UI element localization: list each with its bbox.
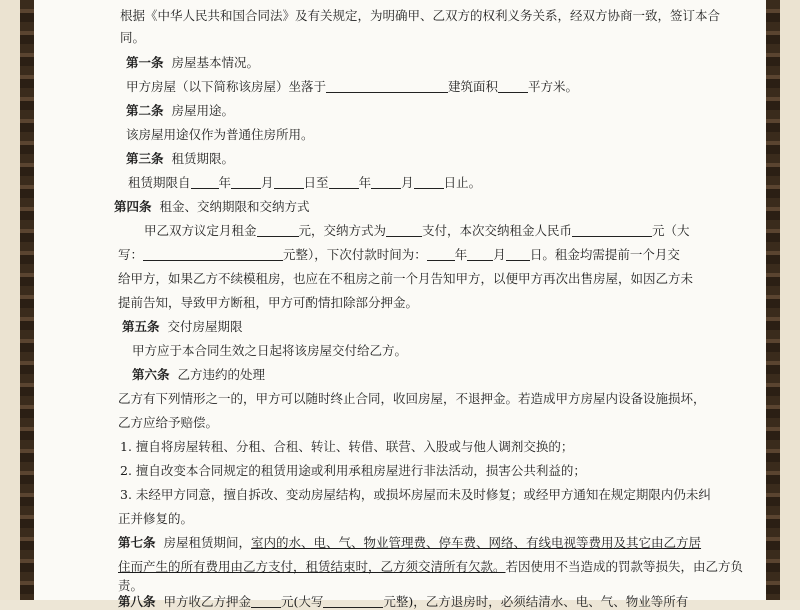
article-1-heading: 第一条 房屋基本情况。 bbox=[126, 55, 260, 70]
blank-field bbox=[427, 248, 455, 261]
article-7-line-2: 住而产生的所有费用由乙方支付，租赁结束时，乙方须交清所有欠款。若因使用不当造成的罚款等损失，由乙方负 bbox=[118, 559, 744, 574]
article-4-heading: 第四条 租金、交纳期限和交纳方式 bbox=[114, 199, 310, 214]
blank-field bbox=[371, 176, 401, 189]
article-5-heading: 第五条 交付房屋期限 bbox=[122, 319, 243, 334]
article-8-line-1: 第八条 甲方收乙方押金 元(大写 元整)，乙方退房时，必须结清水、电、气、物业等所有 bbox=[118, 594, 689, 609]
article-6-item-2: 2. 擅自改变本合同规定的租赁用途或利用承租房屋进行非法活动，损害公共利益的； bbox=[120, 463, 586, 478]
article-1-text: 甲方房屋（以下简称该房屋）坐落于 建筑面积 平方米。 bbox=[126, 79, 579, 94]
document-paper bbox=[34, 0, 766, 609]
article-number: 第一条 bbox=[126, 55, 164, 70]
article-6-line-2: 乙方应给予赔偿。 bbox=[118, 415, 219, 430]
blank-field bbox=[323, 595, 383, 608]
article-2-text: 该房屋用途仅作为普通住房所用。 bbox=[126, 127, 314, 142]
article-6-item-1: 1. 擅自将房屋转租、分租、合租、转让、转借、联营、入股或与他人调剂交换的； bbox=[120, 439, 574, 454]
intro-line-2: 同。 bbox=[120, 30, 146, 45]
article-5-text: 甲方应于本合同生效之日起将该房屋交付给乙方。 bbox=[132, 343, 408, 358]
article-4-line-4: 提前告知，导致甲方断租，甲方可酌情扣除部分押金。 bbox=[118, 295, 419, 310]
article-6-item-3-cont: 正并修复的。 bbox=[118, 511, 194, 526]
blank-field bbox=[572, 224, 652, 237]
blank-field bbox=[326, 80, 448, 93]
article-3-text: 租赁期限自 年 月 日至 年 月 日止。 bbox=[128, 175, 482, 190]
article-4-line-2: 写： 元整），下次付款时间为： 年 月 日。租金均需提前一个月交 bbox=[118, 247, 680, 262]
blank-field bbox=[257, 224, 299, 237]
left-decorative-border bbox=[20, 0, 34, 600]
blank-field bbox=[143, 248, 283, 261]
article-6-heading: 第六条 乙方违约的处理 bbox=[132, 367, 266, 382]
article-4-line-1: 甲乙双方议定月租金 元，交纳方式为 支付，本次交纳租金人民币 元（大 bbox=[144, 223, 690, 238]
article-4-line-3: 给甲方，如果乙方不续模租房，也应在不租房之前一个月告知甲方，以便甲方再次出售房屋，如因乙方未 bbox=[118, 271, 694, 286]
article-3-heading: 第三条 租赁期限。 bbox=[126, 151, 235, 166]
blank-field bbox=[329, 176, 359, 189]
article-6-item-3: 3. 未经甲方同意，擅自拆改、变动房屋结构，或损坏房屋而未及时修复；或经甲方通知在规定期限内仍未纠 bbox=[120, 487, 711, 502]
blank-field bbox=[467, 248, 493, 261]
blank-field bbox=[506, 248, 530, 261]
intro-line-1: 根据《中华人民共和国合同法》及有关规定，为明确甲、乙双方的权利义务关系，经双方协商一致，签订本合 bbox=[120, 8, 721, 23]
blank-field bbox=[274, 176, 304, 189]
right-decorative-border bbox=[766, 0, 780, 600]
blank-field bbox=[498, 80, 528, 93]
article-6-line-1: 乙方有下列情形之一的，甲方可以随时终止合同，收回房屋，不退押金。若造成甲方房屋内设备设施损坏， bbox=[118, 391, 706, 406]
blank-field bbox=[414, 176, 444, 189]
blank-field bbox=[191, 176, 219, 189]
blank-field bbox=[386, 224, 422, 237]
article-7-line-3: 责。 bbox=[118, 578, 144, 593]
contract-page bbox=[34, 0, 766, 609]
article-7-line-1: 第七条 房屋租赁期间，室内的水、电、气、物业管理费、停车费、网络、有线电视等费用及其它由乙方居 bbox=[118, 535, 702, 550]
blank-field bbox=[231, 176, 261, 189]
blank-field bbox=[251, 595, 281, 608]
article-2-heading: 第二条 房屋用途。 bbox=[126, 103, 235, 118]
